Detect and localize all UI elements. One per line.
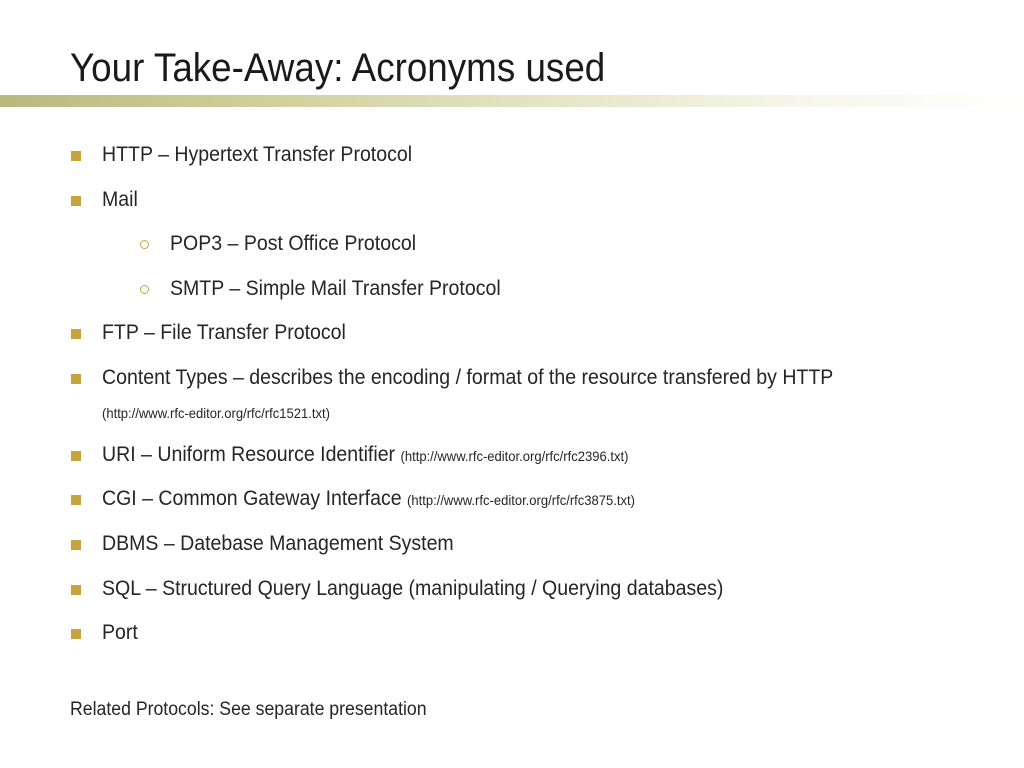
- item-text: DBMS – Datebase Management System: [102, 532, 454, 555]
- square-bullet-icon: [71, 329, 81, 339]
- item-text: Content Types – describes the encoding / format of the resource transfered by HTTP: [102, 366, 833, 389]
- list-item-smtp: [170, 272, 501, 306]
- circle-bullet-icon: [140, 285, 149, 294]
- square-bullet-icon: [71, 540, 81, 550]
- rfc-link-text: (http://www.rfc-editor.org/rfc/rfc1521.txt): [102, 405, 330, 421]
- item-text: Mail: [102, 188, 138, 211]
- square-bullet-icon: [71, 374, 81, 384]
- item-text: SQL – Structured Query Language (manipulating / Querying databases): [102, 577, 724, 600]
- list-item-dbms: [102, 527, 454, 561]
- square-bullet-icon: [71, 196, 81, 206]
- footer-note: Related Protocols: See separate presentation: [70, 699, 427, 720]
- list-item-http: [102, 138, 412, 172]
- item-text: URI – Uniform Resource Identifier: [102, 443, 396, 466]
- list-item-ftp: [102, 316, 346, 350]
- circle-bullet-icon: [140, 240, 149, 249]
- square-bullet-icon: [71, 151, 81, 161]
- item-text: SMTP – Simple Mail Transfer Protocol: [170, 277, 501, 300]
- list-item-sql: [102, 572, 723, 606]
- item-text: CGI – Common Gateway Interface: [102, 487, 402, 510]
- list-item-cgi: [102, 482, 635, 517]
- list-item-port: [102, 616, 138, 650]
- list-item-uri: [102, 438, 628, 473]
- title-underline-bar: [0, 95, 1024, 107]
- square-bullet-icon: [71, 451, 81, 461]
- rfc-link-text: (http://www.rfc-editor.org/rfc/rfc3875.txt): [407, 492, 635, 508]
- rfc-link-text: (http://www.rfc-editor.org/rfc/rfc2396.txt): [400, 448, 629, 464]
- item-text: FTP – File Transfer Protocol: [102, 321, 346, 344]
- square-bullet-icon: [71, 629, 81, 639]
- list-item-mail: [102, 183, 138, 217]
- item-text: HTTP – Hypertext Transfer Protocol: [102, 143, 413, 166]
- slide-title: Your Take-Away: Acronyms used: [70, 46, 606, 90]
- square-bullet-icon: [71, 495, 81, 505]
- item-text: Port: [102, 621, 138, 644]
- item-text: POP3 – Post Office Protocol: [170, 232, 417, 255]
- list-item-content-types: [102, 361, 925, 430]
- list-item-pop3: [170, 227, 416, 261]
- square-bullet-icon: [71, 585, 81, 595]
